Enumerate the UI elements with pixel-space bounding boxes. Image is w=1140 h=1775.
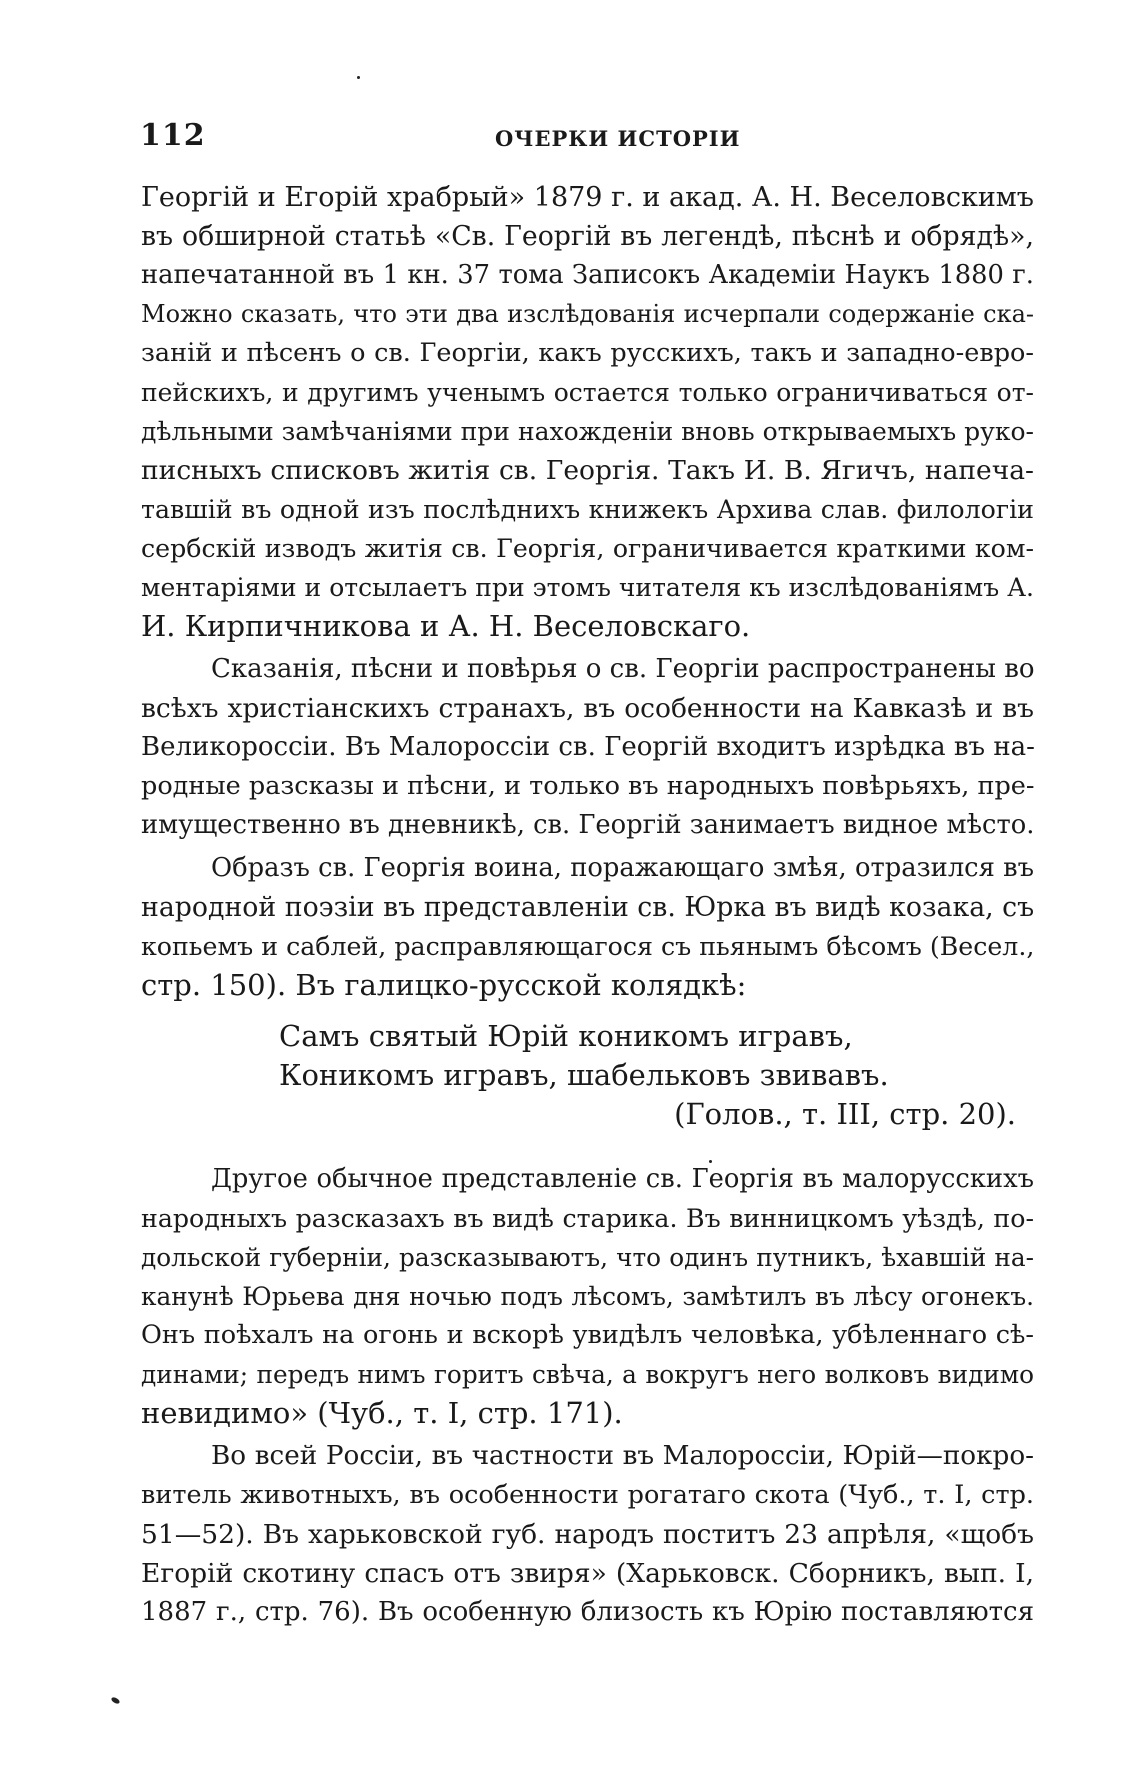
- text-line: канунѣ Юрьева дня ночью подъ лѣсомъ, замѣтилъ въ лѣсу огонекъ.: [141, 1282, 1034, 1311]
- verse-line: Самъ святый Юрій коникомъ игравъ,: [279, 1019, 853, 1053]
- text-line: въ обширной статьѣ «Св. Георгій въ легендѣ, пѣснѣ и обрядѣ»,: [141, 221, 1034, 252]
- text-line: заній и пѣсенъ о св. Георгіи, какъ русскихъ, такъ и западно-евро-: [141, 338, 1034, 368]
- text-line: стр. 150). Въ галицко-русской колядкѣ:: [141, 968, 747, 1002]
- text-line: родные разсказы и пѣсни, и только въ народныхъ повѣрьяхъ, пре-: [141, 771, 1035, 801]
- text-line: напечатанной въ 1 кн. 37 тома Записокъ Академіи Наукъ 1880 г.: [141, 260, 1034, 290]
- text-line: 51—52). Въ харьковской губ. народъ поститъ 23 апрѣля, «щобъ: [141, 1519, 1034, 1550]
- verse-line: Коникомъ игравъ, шабельковъ звивавъ.: [279, 1058, 889, 1092]
- text-line: Великороссіи. Въ Малороссіи св. Георгій входитъ изрѣдка въ на-: [141, 732, 1035, 762]
- text-line: дольской губерніи, разсказываютъ, что одинъ путникъ, ѣхавшій на-: [141, 1243, 1034, 1272]
- text-line: народныхъ разсказахъ въ видѣ старика. Въ винницкомъ уѣздѣ, по-: [141, 1204, 1034, 1233]
- text-line: Онъ поѣхалъ на огонь и вскорѣ увидѣлъ человѣка, убѣленнаго сѣ-: [141, 1320, 1034, 1350]
- verse-citation: (Голов., т. III, стр. 20).: [674, 1097, 1016, 1131]
- text-line: пейскихъ, и другимъ ученымъ остается только ограничиваться от-: [141, 378, 1034, 407]
- text-line: Егорій скотину спасъ отъ звиря» (Харьковск. Сборникъ, вып. I,: [141, 1558, 1034, 1589]
- text-line: динами; передъ нимъ горитъ свѣча, а вокругъ него волковъ видимо: [141, 1360, 1034, 1389]
- ink-speck: [110, 1696, 120, 1705]
- text-line: копьемъ и саблей, расправляющагося съ пьянымъ бѣсомъ (Весел.,: [141, 932, 1035, 961]
- paragraph: [141, 650, 1034, 845]
- text-line: невидимо» (Чуб., т. I, стр. 171).: [141, 1396, 623, 1430]
- body-text: [141, 178, 1034, 1632]
- text-line: Другое обычное представленіе св. Георгія въ малорусскихъ: [211, 1164, 1034, 1194]
- text-line: писныхъ списковъ житія св. Георгія. Такъ И. В. Ягичъ, напеча-: [141, 455, 1034, 486]
- ink-speck: [357, 76, 360, 79]
- paragraph: [141, 1160, 1034, 1433]
- paragraph: [141, 1437, 1034, 1632]
- text-line: ментаріями и отсылаетъ при этомъ читателя къ изслѣдованіямъ А.: [141, 573, 1034, 602]
- header-title: ОЧЕРКИ ИСТОРІИ: [495, 126, 741, 151]
- text-line: Георгій и Егорій храбрый» 1879 г. и акад. А. Н. Веселовскимъ: [141, 182, 1034, 213]
- text-line: витель животныхъ, въ особенности рогатаго скота (Чуб., т. I, стр.: [141, 1480, 1034, 1510]
- text-line: всѣхъ христіанскихъ странахъ, въ особенности на Кавказѣ и въ: [141, 693, 1034, 724]
- running-head: [140, 118, 1035, 158]
- paragraph: [141, 178, 1034, 646]
- verse-block: [141, 1017, 1034, 1134]
- text-line: И. Кирпичникова и А. Н. Веселовскаго.: [141, 609, 751, 643]
- text-line: Сказанія, пѣсни и повѣрья о св. Георгіи распространены во: [211, 654, 1035, 684]
- text-line: сербскій изводъ житія св. Георгія, ограничивается краткими ком-: [141, 534, 1034, 563]
- text-line: народной поэзіи въ представленіи св. Юрка въ видѣ козака, съ: [141, 892, 1035, 923]
- page-number: 112: [140, 118, 206, 153]
- text-line: Во всей Россіи, въ частности въ Малороссіи, Юрій—покро-: [211, 1441, 1034, 1471]
- text-line: дѣльными замѣчаніями при нахожденіи вновь открываемыхъ руко-: [141, 417, 1034, 446]
- text-line: имущественно въ дневникѣ, св. Георгій занимаетъ видное мѣсто.: [141, 810, 1035, 840]
- paragraph: [141, 849, 1034, 1005]
- text-line: 1887 г., стр. 76). Въ особенную близость къ Юрію поставляются: [141, 1597, 1034, 1627]
- text-line: Можно сказать, что эти два изслѣдованія исчерпали содержаніе ска-: [141, 300, 1034, 328]
- text-line: тавшій въ одной изъ послѣднихъ книжекъ Архива слав. филологіи: [141, 495, 1034, 524]
- text-line: Образъ св. Георгія воина, поражающаго змѣя, отразился въ: [211, 853, 1034, 883]
